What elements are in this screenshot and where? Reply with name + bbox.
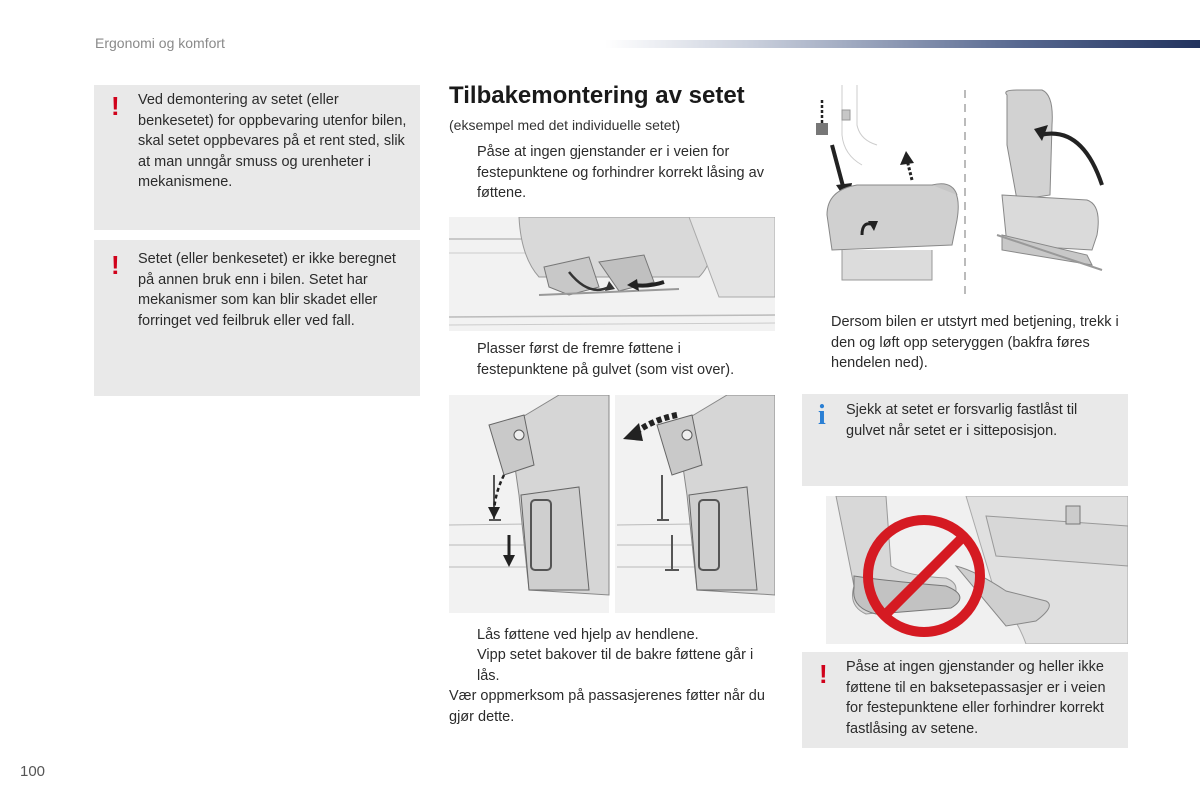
seat-locking-illustration (449, 395, 775, 613)
list-item-text: Plasser først de fremre føttene i festepunktene på gulvet (som vist over). (477, 341, 735, 378)
page-number: 100 (20, 763, 46, 780)
list-item-text: Lås føttene ved hjelp av hendlene. (477, 627, 699, 643)
subtitle: (eksempel med det individuelle setet) (449, 117, 681, 133)
warning-text: Ved demontering av setet (eller benkesetet) for oppbevaring utenfor bilen, skal setet oppbevares på et rent sted, slik at man unngår smuss og urenheter i mekanismene. (138, 92, 407, 190)
list-item-text: Påse at ingen gjenstander er i veien for festepunktene og forhindrer korrekt låsing av føttene. (477, 144, 764, 201)
warning-text: Påse at ingen gjenstander og heller ikke føttene til en baksetepassasjer er i veien for festepunktene eller forhindrer korrekt fastlåsing av setene. (846, 659, 1106, 737)
page-title: Tilbakemontering av setet (449, 82, 745, 109)
list-item (449, 142, 771, 204)
list-item (449, 339, 771, 380)
list-item-text: Dersom bilen er utstyrt med betjening, trekk i den og løft opp seteryggen (bakfra føres hendelen ned). (831, 314, 1119, 371)
info-icon: i (818, 400, 826, 431)
list-item (449, 625, 771, 646)
warning-box-3 (802, 652, 1128, 748)
header-bar (605, 40, 1200, 48)
info-text: Sjekk at setet er forsvarlig fastlåst til gulvet når setet er i sitteposisjon. (846, 402, 1078, 439)
seat-lift-illustration (802, 85, 1128, 297)
warning-box-1 (94, 85, 420, 230)
warning-icon: ! (111, 91, 120, 121)
section-title: Ergonomi og komfort (95, 35, 225, 51)
info-box (802, 394, 1128, 486)
seat-feet-illustration (449, 217, 775, 331)
warning-icon: ! (111, 250, 120, 280)
warning-icon: ! (819, 659, 828, 689)
prohibition-illustration (826, 496, 1128, 644)
list-item (449, 645, 771, 686)
list-item (803, 312, 1125, 374)
list-item-text: Vipp setet bakover til de bakre føttene går i lås. (477, 647, 754, 684)
warning-text: Setet (eller benkesetet) er ikke beregnet på annen bruk enn i bilen. Setet har mekanismer som kan blir skadet eller forringet ved feilbruk eller ved fall. (138, 251, 396, 329)
warning-box-2 (94, 240, 420, 396)
caution-note: Vær oppmerksom på passasjerenes føtter når du gjør dette. (449, 688, 765, 725)
